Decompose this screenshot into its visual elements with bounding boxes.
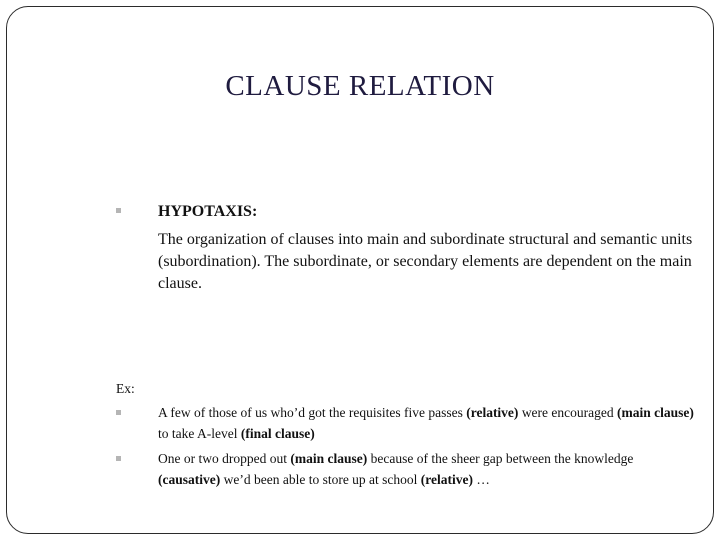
example-item-2 — [158, 448, 698, 490]
clause-type-label: (relative) — [420, 472, 474, 487]
examples-label: Ex: — [116, 381, 135, 396]
example-text: we’d been able to store up at school — [220, 472, 421, 487]
bullet-icon — [116, 208, 121, 213]
clause-type-label: (final clause) — [240, 426, 315, 441]
bullet-icon — [116, 456, 121, 461]
example-text: to take A-level — [158, 426, 241, 441]
example-text: A few of those of us who’d got the requisites five passes — [158, 405, 467, 420]
hypotaxis-definition: The organization of clauses into main and subordinate structural and semantic units (subordination). The subordinate, or secondary elements are dependent on the main clause. — [158, 231, 693, 292]
example-text: because of the sheer gap between the knowledge — [367, 451, 634, 466]
clause-type-label: (relative) — [466, 405, 519, 420]
bullet-icon — [116, 410, 121, 415]
example-item-1 — [158, 402, 698, 444]
clause-type-label: (causative) — [158, 472, 221, 487]
hypotaxis-heading: HYPOTAXIS: — [158, 203, 258, 220]
example-text: One or two dropped out — [158, 451, 291, 466]
clause-type-label: (main clause) — [290, 451, 368, 466]
example-text: … — [473, 472, 490, 487]
clause-type-label: (main clause) — [617, 405, 694, 420]
example-text: were encouraged — [518, 405, 618, 420]
slide-title: CLAUSE RELATION — [225, 70, 495, 102]
